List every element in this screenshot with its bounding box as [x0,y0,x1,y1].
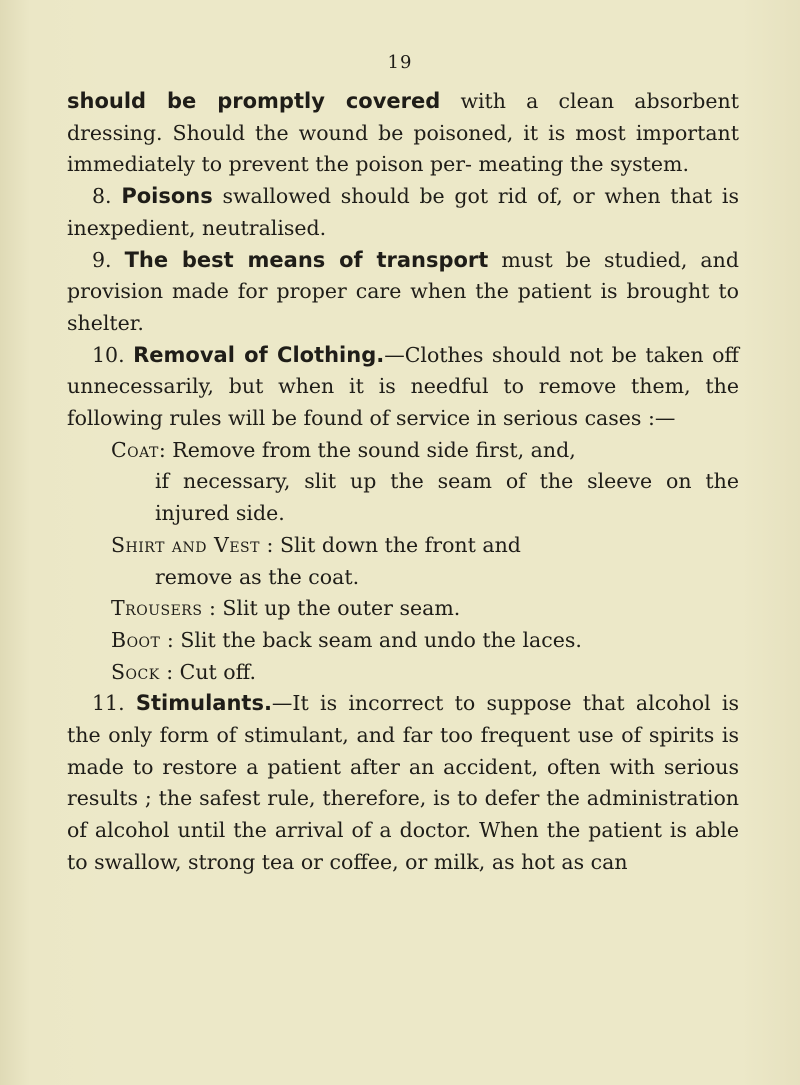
page-number: 19 [387,52,413,73]
rule-label: Trousers [111,596,203,621]
rule-separator: : [160,627,181,652]
rule-text: Slit up the outer seam. [222,596,461,621]
item-text: swallowed should be got rid of, or when that is inexpedient, neutralised. [67,184,739,240]
item-text: must be studied, and provision made for proper care when the patient is brought to shelter. [67,247,739,335]
rule-separator: : [158,437,173,462]
clothing-rule-sock [111,657,739,689]
clothing-rule-coat [111,435,739,530]
item-number: 11. [92,691,125,716]
rule-label: Boot [111,627,161,652]
rule-text: Cut off. [179,659,256,684]
rule-text: Slit the back seam and undo the laces. [180,627,582,652]
rule-text-continued: remove as the coat. [155,564,360,589]
item-8 [67,181,739,244]
page-body [67,86,739,879]
item-heading: Stimulants. [135,691,272,716]
clothing-rules-list [111,435,739,689]
item-text: —It is incorrect to suppose that alcohol is the only form of stimulant, and far too frequent use of spirits is made to restore a patient after an accident, often with serious results ; the safest rule, therefore, is to defer the administration of alcohol until the arrival of a doctor. When the patient is able to swallow, strong tea or coffee, or milk, as hot as can [67,691,739,874]
rule-separator: : [159,659,180,684]
item-heading: Poisons [121,184,213,209]
item-9 [67,245,739,340]
clothing-rule-boot [111,625,739,657]
rule-text-continued: if necessary, slit up the seam of the sleeve on the injured side. [155,469,739,526]
paragraph-text: with a clean absorbent dressing. Should the wound be poisoned, it is most important immediately to prevent the poison per- meating the system. [67,89,739,177]
item-11 [67,688,739,878]
bold-lead: should be promptly covered [67,89,441,113]
item-number: 9. [92,247,112,272]
item-number: 8. [92,184,112,209]
rule-separator: : [260,532,280,557]
clothing-rule-trousers [111,593,739,625]
item-heading: The best means of transport [124,247,489,272]
rule-label: Coat [111,437,159,462]
rule-text: Remove from the sound side first, and, [172,437,576,462]
item-heading: Removal of Clothing. [133,342,385,367]
rule-label: Shirt and Vest [111,532,260,557]
item-text: —Clothes should not be taken off unnecessarily, but when it is needful to remove them, the following rules will be found of service in serious cases :— [67,342,739,431]
rule-label: Sock [111,659,160,684]
clothing-rule-shirt-vest [111,530,739,593]
item-10 [67,340,739,435]
rule-text: Slit down the front and [279,532,521,557]
rule-separator: : [202,596,223,621]
item-number: 10. [92,342,125,367]
paragraph-continuation [67,86,739,181]
